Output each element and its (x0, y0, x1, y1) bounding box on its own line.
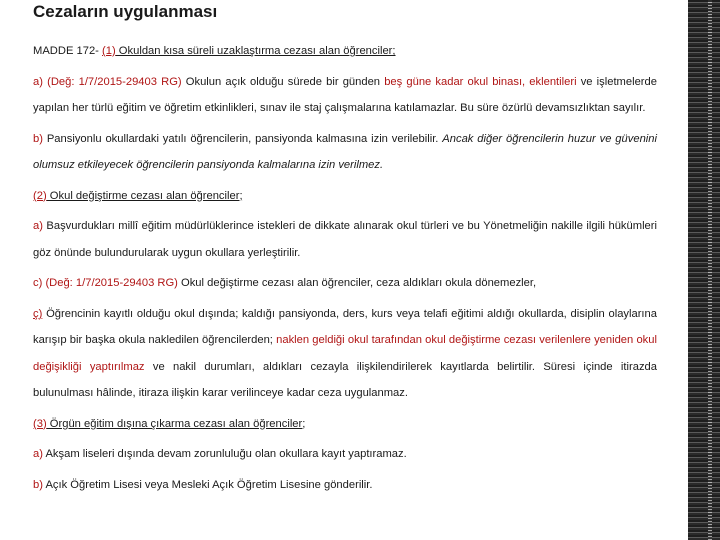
paragraph-a-marker: a) (33, 75, 48, 88)
paragraph-2c-text: Okul değiştirme cezası alan öğrenciler, ceza aldıkları okula dönemezler, (177, 277, 537, 289)
paragraph-a-text-2: ve işletmelerde yapılan her türlü eğitim ve öğretim etkinlikleri, sınav ile staj çalışmalarına katılamazlar. Bu süre özürlü devamsızlıktan sayılır. (33, 75, 657, 114)
paragraph-2c-marker: c) (33, 277, 46, 289)
section-3-heading (33, 411, 657, 438)
madde-head: MADDE 172- (33, 45, 103, 57)
paragraph-a-highlight: beş güne kadar okul binası, eklentileri (384, 75, 577, 88)
paragraph-2cc-highlight: naklen geldiği okul tarafından okul değiştirme cezası verilenlere yeniden okul değişikliği yaptırılmaz (33, 334, 657, 373)
paragraph-3a-text: Akşam liseleri dışında devam zorunluluğu olan okullara kayıt yaptıramaz. (42, 448, 407, 460)
madde-172-heading (33, 38, 657, 65)
paragraph-2cc-text-2: ve nakil durumları, aldıkları cezayla ilişkilendirilerek kayıtlarda belirtilir. Süresi içinde itirazda bulunulması hâlinde, itiraza ilişkin karar verilinceye kadar ceza uygulanmaz. (33, 360, 657, 399)
paragraph-b (33, 126, 657, 179)
paragraph-2cc-text-1: Öğrencinin kayıtlı olduğu okul dışında; kaldığı pansiyonda, ders, kurs veya telafi eğitimi aldığı okullarda, disiplin olaylarına karışıp bir başka okula nakledilen öğrencilerden; (33, 307, 657, 346)
section-2-number: (2) (33, 189, 47, 202)
paragraph-3b-text: Açık Öğretim Lisesi veya Mesleki Açık Öğretim Lisesine gönderilir. (42, 478, 373, 491)
paragraph-2a (33, 213, 657, 266)
paragraph-2cc-marker: ç) (33, 307, 43, 320)
page-title: Cezaların uygulanması (33, 2, 218, 21)
paragraph-2c-reference: (Değ: 1/7/2015-29403 RG) (45, 277, 178, 289)
paragraph-b-text: Pansiyonlu okullardaki yatılı öğrencilerin, pansiyonda kalmasına izin verilebilir. (42, 132, 443, 145)
paragraph-3a-marker: a) (33, 448, 43, 460)
section-2-heading (33, 183, 657, 210)
paragraph-3a (33, 441, 657, 468)
paragraph-b-marker: b) (33, 132, 43, 145)
section-3-text: Örgün eğitim dışına çıkarma cezası alan öğrenciler; (46, 417, 306, 430)
paragraph-a (33, 69, 657, 122)
paragraph-a-text-1: Okulun açık olduğu sürede bir günden (185, 75, 385, 88)
document-body (33, 38, 657, 498)
paragraph-2cc (33, 301, 657, 407)
section-2-text: Okul değiştirme cezası alan öğrenciler; (46, 189, 243, 202)
page-edge-texture (688, 0, 720, 540)
section-3-number: (3) (33, 417, 47, 430)
madde-number: (1) (102, 45, 116, 57)
madde-text: Okuldan kısa süreli uzaklaştırma cezası alan öğrenciler; (115, 45, 396, 57)
page-edge-stripe (708, 0, 712, 540)
paragraph-b-italic: Ancak diğer öğrencilerin huzur ve güvenini olumsuz etkileyecek öğrencilerin pansiyonda kalmalarına izin verilmez. (33, 132, 657, 171)
paragraph-2a-text: Başvurdukları millî eğitim müdürlüklerince istekleri de dikkate alınarak okul türleri ve bu Yönetmeliğin nakille ilgili hükümleri göz önünde bulundurularak uygun okullara yerleştirilir. (33, 220, 657, 259)
paragraph-3b-marker: b) (33, 478, 43, 491)
paragraph-a-reference: (Değ: 1/7/2015-29403 RG) (47, 75, 186, 88)
paragraph-2c (33, 270, 657, 297)
paragraph-2a-marker: a) (33, 220, 43, 232)
paragraph-3b (33, 472, 657, 499)
